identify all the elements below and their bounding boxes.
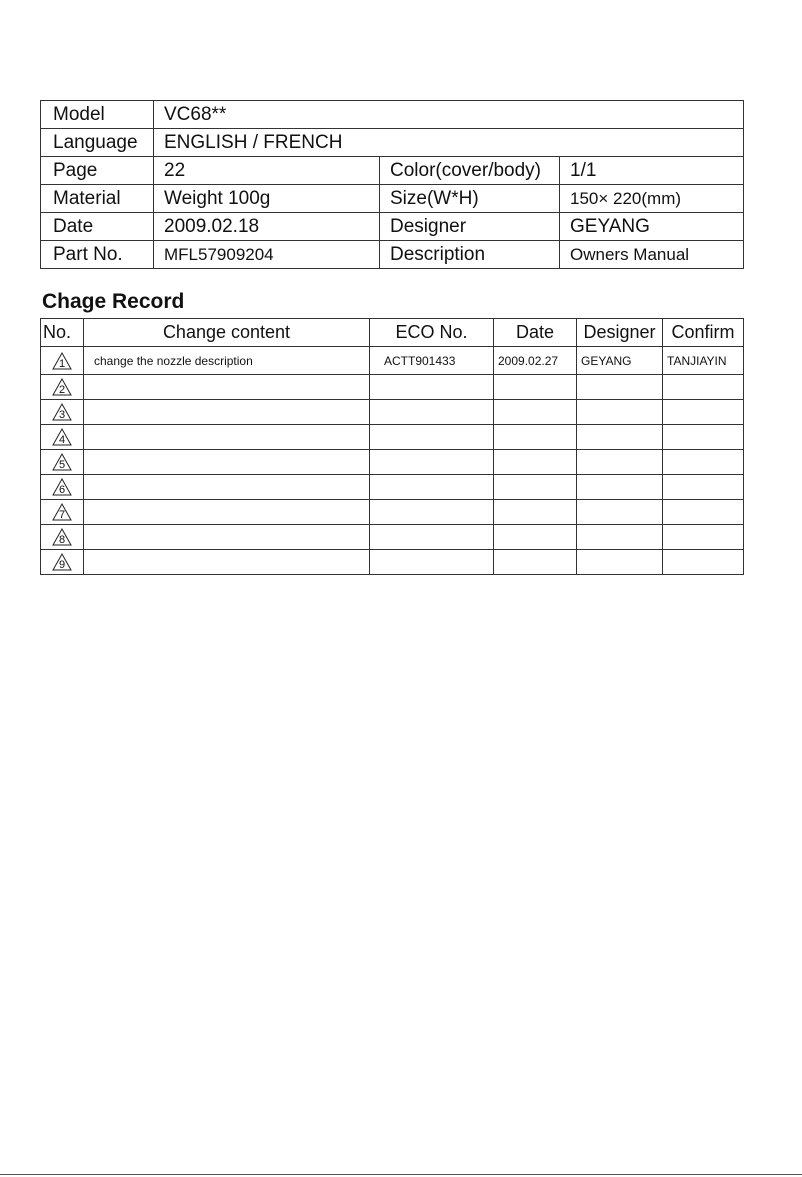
- change-date-cell: [494, 375, 577, 400]
- change-row: [41, 375, 744, 400]
- change-date-cell: [494, 425, 577, 450]
- change-content-cell: [84, 450, 370, 475]
- change-date-cell: [494, 500, 577, 525]
- partno-row: [41, 241, 744, 269]
- change-content-cell: [84, 525, 370, 550]
- revision-triangle-icon: [52, 428, 72, 446]
- model-row: [41, 101, 744, 129]
- date-value: 2009.02.18: [154, 213, 380, 241]
- change-confirm-cell: [663, 550, 744, 575]
- revision-number-cell: [41, 375, 84, 400]
- header-confirm: Confirm: [663, 319, 744, 347]
- change-date-cell: [494, 475, 577, 500]
- eco-number-cell: [370, 450, 494, 475]
- change-row: [41, 500, 744, 525]
- change-content-cell: [84, 425, 370, 450]
- revision-number: 5: [58, 459, 66, 471]
- revision-number-cell: [41, 347, 84, 375]
- change-confirm-cell: [663, 475, 744, 500]
- date-row: [41, 213, 744, 241]
- model-value: VC68**: [154, 101, 744, 129]
- designer-value: GEYANG: [560, 213, 744, 241]
- change-record-title: Chage Record: [42, 290, 185, 313]
- revision-number: 6: [58, 484, 66, 496]
- revision-number: 4: [58, 434, 66, 446]
- header-date: Date: [494, 319, 577, 347]
- revision-number: 3: [58, 409, 66, 421]
- revision-triangle-icon: [52, 528, 72, 546]
- change-confirm-cell: TANJIAYIN: [663, 347, 744, 375]
- revision-triangle-icon: [52, 478, 72, 496]
- page-bottom-rule: [0, 1174, 802, 1175]
- revision-triangle-icon: [52, 403, 72, 421]
- change-confirm-cell: [663, 525, 744, 550]
- page-value: 22: [154, 157, 380, 185]
- model-label: Model: [41, 101, 154, 129]
- page-label: Page: [41, 157, 154, 185]
- change-designer-cell: [577, 500, 663, 525]
- header-change-content: Change content: [84, 319, 370, 347]
- partno-value: MFL57909204: [154, 241, 380, 269]
- change-designer-cell: [577, 550, 663, 575]
- change-date-cell: [494, 525, 577, 550]
- change-designer-cell: [577, 400, 663, 425]
- revision-number: 8: [58, 534, 66, 546]
- revision-triangle-icon: [52, 453, 72, 471]
- change-row: [41, 550, 744, 575]
- change-confirm-cell: [663, 425, 744, 450]
- color-value: 1/1: [560, 157, 744, 185]
- language-row: [41, 129, 744, 157]
- change-confirm-cell: [663, 375, 744, 400]
- revision-number: 2: [58, 384, 66, 396]
- revision-number-cell: [41, 425, 84, 450]
- eco-number-cell: ACTT901433: [370, 347, 494, 375]
- revision-triangle-icon: [52, 378, 72, 396]
- change-row: [41, 425, 744, 450]
- size-value: 150× 220(mm): [560, 185, 744, 213]
- eco-number-cell: [370, 375, 494, 400]
- spec-table: [40, 100, 744, 269]
- change-content-cell: [84, 500, 370, 525]
- change-designer-cell: [577, 375, 663, 400]
- change-date-cell: [494, 450, 577, 475]
- change-content-cell: change the nozzle description: [84, 347, 370, 375]
- description-value: Owners Manual: [560, 241, 744, 269]
- revision-triangle-icon: [52, 553, 72, 571]
- eco-number-cell: [370, 550, 494, 575]
- change-row: [41, 450, 744, 475]
- change-rows: [41, 347, 744, 575]
- revision-number-cell: [41, 500, 84, 525]
- revision-number-cell: [41, 525, 84, 550]
- material-value: Weight 100g: [154, 185, 380, 213]
- designer-label: Designer: [380, 213, 560, 241]
- change-designer-cell: [577, 450, 663, 475]
- material-row: [41, 185, 744, 213]
- eco-number-cell: [370, 525, 494, 550]
- header-designer: Designer: [577, 319, 663, 347]
- revision-number-cell: [41, 450, 84, 475]
- revision-triangle-icon: [52, 503, 72, 521]
- revision-number: 7: [58, 509, 66, 521]
- revision-number-cell: [41, 550, 84, 575]
- change-date-cell: [494, 550, 577, 575]
- header-eco-no: ECO No.: [370, 319, 494, 347]
- date-label: Date: [41, 213, 154, 241]
- change-content-cell: [84, 550, 370, 575]
- change-row: [41, 525, 744, 550]
- change-record-table: [40, 318, 744, 575]
- revision-number: 9: [58, 559, 66, 571]
- revision-number-cell: [41, 475, 84, 500]
- change-date-cell: [494, 400, 577, 425]
- language-value: ENGLISH / FRENCH: [154, 129, 744, 157]
- eco-number-cell: [370, 475, 494, 500]
- change-content-cell: [84, 375, 370, 400]
- eco-number-cell: [370, 425, 494, 450]
- change-designer-cell: GEYANG: [577, 347, 663, 375]
- change-confirm-cell: [663, 450, 744, 475]
- size-label: Size(W*H): [380, 185, 560, 213]
- change-content-cell: [84, 475, 370, 500]
- change-content-cell: [84, 400, 370, 425]
- change-designer-cell: [577, 425, 663, 450]
- page-row: [41, 157, 744, 185]
- revision-triangle-icon: [52, 352, 72, 370]
- change-row: [41, 347, 744, 375]
- change-header-row: [41, 319, 744, 347]
- description-label: Description: [380, 241, 560, 269]
- change-designer-cell: [577, 475, 663, 500]
- change-date-cell: 2009.02.27: [494, 347, 577, 375]
- language-label: Language: [41, 129, 154, 157]
- revision-number: 1: [58, 357, 66, 370]
- revision-number-cell: [41, 400, 84, 425]
- change-confirm-cell: [663, 500, 744, 525]
- change-confirm-cell: [663, 400, 744, 425]
- change-designer-cell: [577, 525, 663, 550]
- change-row: [41, 400, 744, 425]
- eco-number-cell: [370, 400, 494, 425]
- eco-number-cell: [370, 500, 494, 525]
- color-label: Color(cover/body): [380, 157, 560, 185]
- material-label: Material: [41, 185, 154, 213]
- partno-label: Part No.: [41, 241, 154, 269]
- header-no: No.: [41, 319, 84, 347]
- change-row: [41, 475, 744, 500]
